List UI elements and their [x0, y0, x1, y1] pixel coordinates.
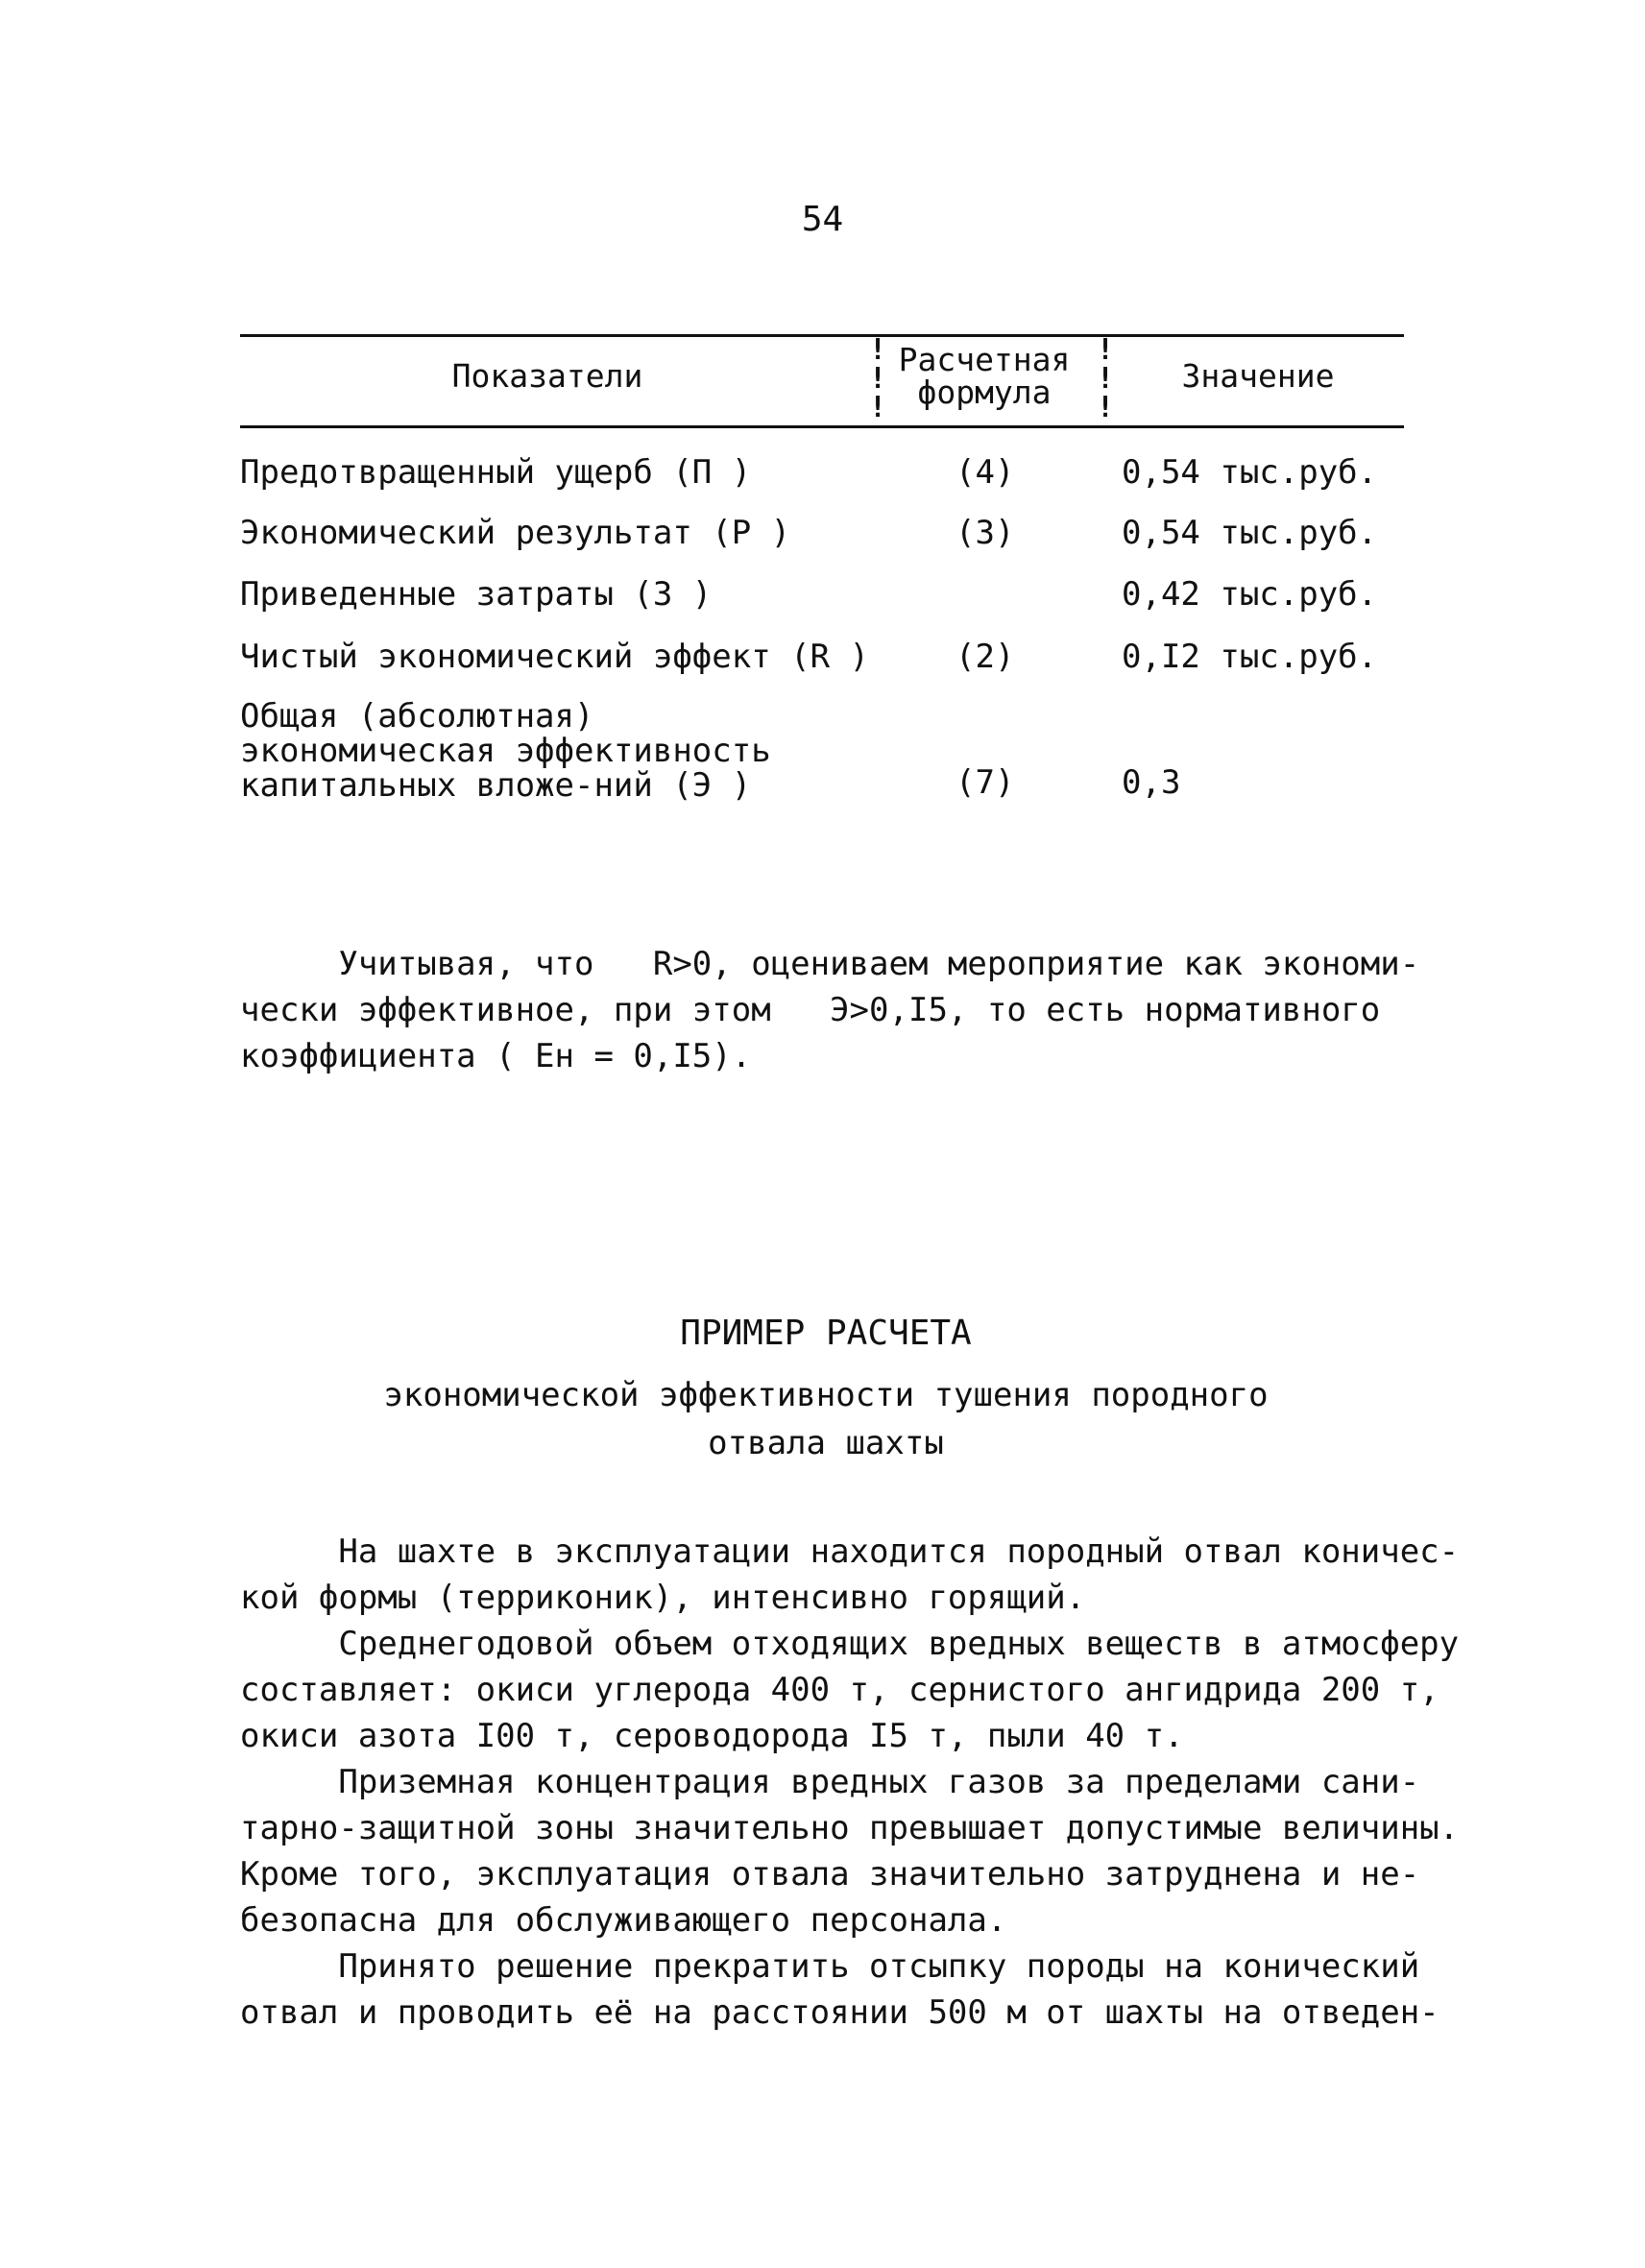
row-formula: (7)	[956, 763, 1015, 802]
header-formula-line1: Расчетная	[898, 341, 1071, 378]
header-value: Значение	[1181, 357, 1335, 395]
body-line: Приземная концентрация вредных газов за пределами сани-	[240, 1763, 1420, 1801]
example-subtitle-line2: отвала шахты	[708, 1424, 944, 1462]
row-formula: (3)	[956, 514, 1015, 552]
conclusion-line: Учитывая, что R>0, оцениваем мероприятие как экономи-	[240, 945, 1420, 983]
row-name: Экономический результат (Р )	[240, 514, 791, 552]
table-top-rule	[240, 334, 1404, 337]
row-formula: (2)	[956, 638, 1015, 676]
header-formula-line2: формула	[917, 374, 1052, 411]
row-name: Общая (абсолютная) экономическая эффективность капитальных вложе-ний (Э )	[240, 697, 771, 805]
row-name: Предотвращенный ущерб (П )	[240, 453, 752, 492]
header-formula	[883, 341, 1085, 411]
body-line: отвал и проводить её на расстоянии 500 м от шахты на отведен-	[240, 1993, 1439, 2032]
body-text	[240, 1529, 1460, 2036]
conclusion-line: коэффициента ( Eн = 0,I5).	[240, 1037, 752, 1075]
body-line: кой формы (терриконик), интенсивно горящий.	[240, 1579, 1086, 1617]
header-separator: ! ! !	[1097, 333, 1115, 424]
row-value: 0,54 тыс.руб.	[1122, 514, 1378, 552]
header-separator: ! ! !	[869, 333, 887, 424]
row-name: Чистый экономический эффект (R )	[240, 638, 870, 676]
body-line: Среднегодовой объем отходящих вредных веществ в атмосферу	[240, 1625, 1460, 1663]
row-value: 0,I2 тыс.руб.	[1122, 638, 1378, 676]
row-value: 0,42 тыс.руб.	[1122, 575, 1378, 614]
conclusion-paragraph	[240, 941, 1420, 1079]
body-line: составляет: окиси углерода 400 т, сернистого ангидрида 200 т,	[240, 1671, 1439, 1709]
body-line: окиси азота I00 т, сероводорода I5 т, пыли 40 т.	[240, 1717, 1184, 1755]
body-line: тарно-защитной зоны значительно превышает допустимые величины.	[240, 1809, 1460, 1847]
body-line: На шахте в эксплуатации находится породный отвал коничес-	[240, 1532, 1460, 1571]
body-line: Кроме того, эксплуатация отвала значительно затруднена и не-	[240, 1855, 1420, 1894]
header-indicators: Показатели	[451, 357, 643, 395]
row-formula: (4)	[956, 453, 1015, 492]
table-header-rule	[240, 425, 1404, 428]
row-name: Приведенные затраты (З )	[240, 575, 713, 614]
example-title: ПРИМЕР РАСЧЕТА	[680, 1314, 972, 1353]
page-number: 54	[801, 200, 844, 239]
row-value: 0,3	[1122, 763, 1181, 802]
example-subtitle-line1: экономической эффективности тушения породного	[383, 1376, 1269, 1414]
body-line: Принято решение прекратить отсыпку породы на конический	[240, 1947, 1420, 1986]
body-line: безопасна для обслуживающего персонала.	[240, 1901, 1007, 1940]
conclusion-line: чески эффективное, при этом Э>0,I5, то есть нормативного	[240, 991, 1381, 1029]
row-value: 0,54 тыс.руб.	[1122, 453, 1378, 492]
